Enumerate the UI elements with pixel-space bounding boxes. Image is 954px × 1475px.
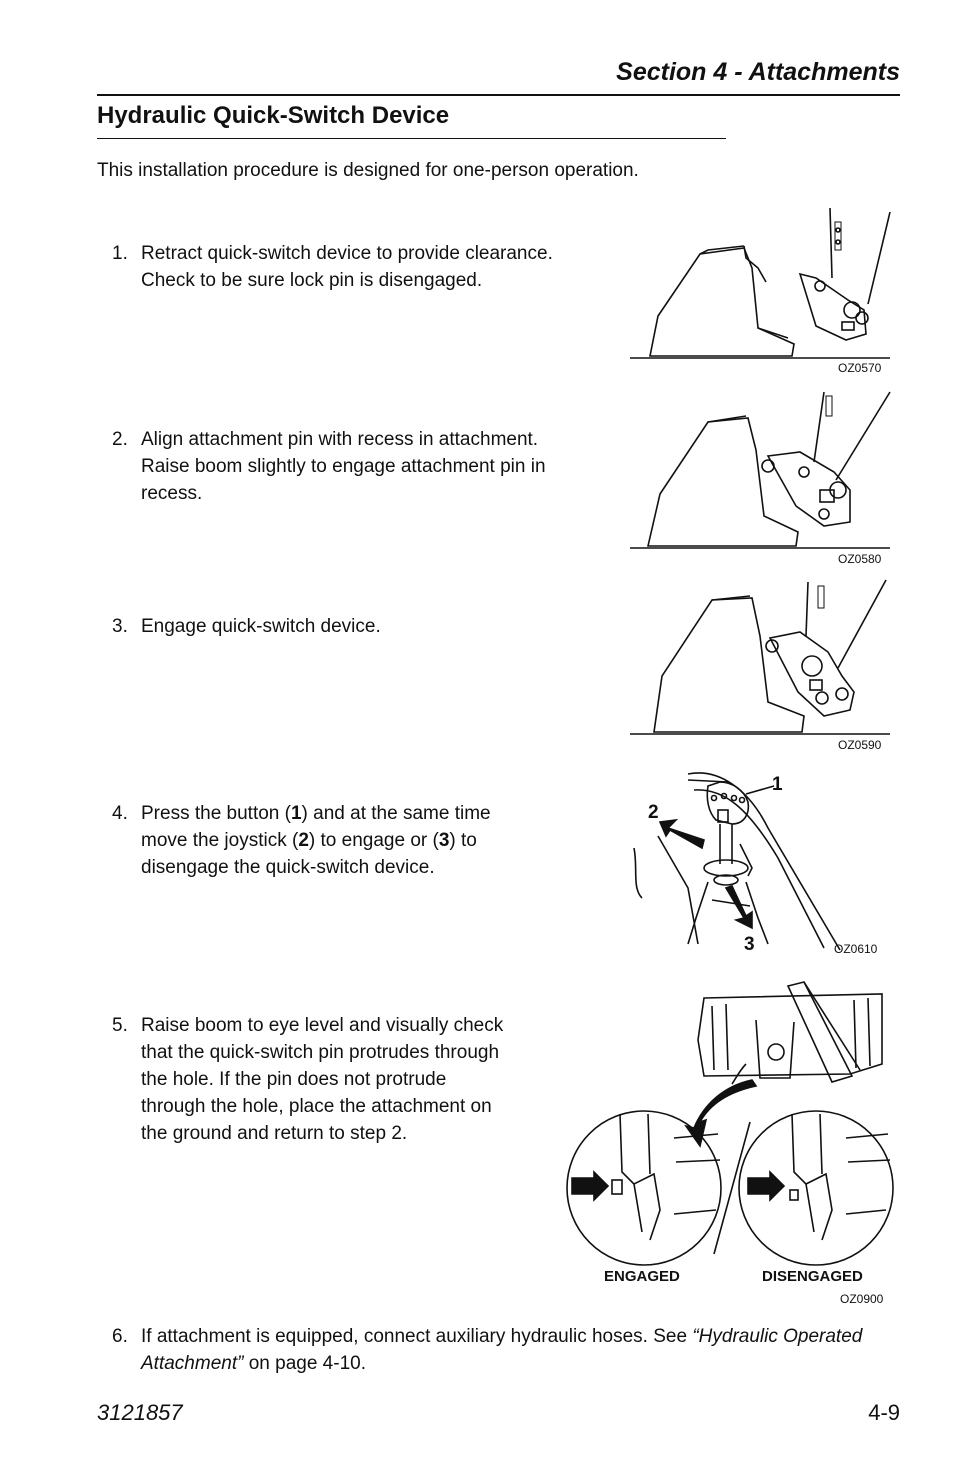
figure-retract-quick-switch [628, 208, 896, 375]
step-line: Engage quick-switch device. [141, 616, 381, 637]
callout-2: 2 [648, 802, 659, 823]
figure-id: OZ0580 [838, 552, 882, 566]
step-line: through the hole, place the attachment on [141, 1096, 492, 1117]
step-number: 6. [112, 1326, 128, 1347]
step-line: the hole. If the pin does not protrude [141, 1069, 447, 1090]
step-line: Retract quick-switch device to provide clearance. [141, 243, 553, 264]
intro-text: This installation procedure is designed for one-person operation. [97, 160, 639, 181]
document-number: 3121857 [97, 1400, 183, 1425]
step-line: that the quick-switch pin protrudes through [141, 1042, 500, 1063]
step-line: disengage the quick-switch device. [141, 857, 435, 878]
step-4 [112, 800, 491, 881]
figure-id: OZ0590 [838, 738, 882, 752]
figure-joystick [628, 768, 878, 958]
step-text: If attachment is equipped, connect auxiliary hydraulic hoses. See [141, 1326, 693, 1347]
step-number: 3. [112, 616, 128, 637]
step-line: recess. [141, 483, 203, 504]
page-number: 4-9 [868, 1400, 900, 1425]
step-text: on page 4-10. [243, 1353, 366, 1374]
figure-id: OZ0900 [840, 1292, 884, 1306]
step-number: 5. [112, 1015, 128, 1036]
page-title: Hydraulic Quick-Switch Device [97, 102, 450, 129]
callout-1: 1 [772, 774, 783, 795]
step-line: Raise boom to eye level and visually check [141, 1015, 504, 1036]
figure-id: OZ0570 [838, 361, 882, 375]
figure-id: OZ0610 [834, 942, 878, 956]
step-line: Check to be sure lock pin is disengaged. [141, 270, 483, 291]
step-line: Align attachment pin with recess in attachment. [141, 429, 539, 450]
step-number: 1. [112, 243, 128, 264]
step-line: Raise boom slightly to engage attachment pin in [141, 456, 546, 477]
title-rule [97, 138, 726, 139]
cross-reference-link: “Hydraulic Operated Attachment” [141, 1326, 863, 1374]
step-2 [112, 426, 546, 507]
section-header: Section 4 - Attachments [616, 58, 900, 86]
step-number: 4. [112, 803, 128, 824]
step-line: move the joystick (2) to engage or (3) to [141, 830, 477, 851]
step-5 [112, 1012, 503, 1147]
step-1 [112, 240, 553, 294]
label-engaged: ENGAGED [604, 1268, 680, 1285]
figure-engage-device [628, 576, 896, 752]
step-number: 2. [112, 429, 128, 450]
figure-pin-check [564, 978, 900, 1306]
label-disengaged: DISENGAGED [762, 1268, 863, 1285]
step-line: Press the button (1) and at the same time [141, 803, 491, 824]
step-line: the ground and return to step 2. [141, 1123, 408, 1144]
header-rule [97, 94, 900, 96]
callout-3: 3 [744, 934, 755, 955]
step-3 [112, 613, 381, 640]
step-6 [112, 1323, 901, 1377]
figure-align-attachment-pin [628, 390, 896, 566]
